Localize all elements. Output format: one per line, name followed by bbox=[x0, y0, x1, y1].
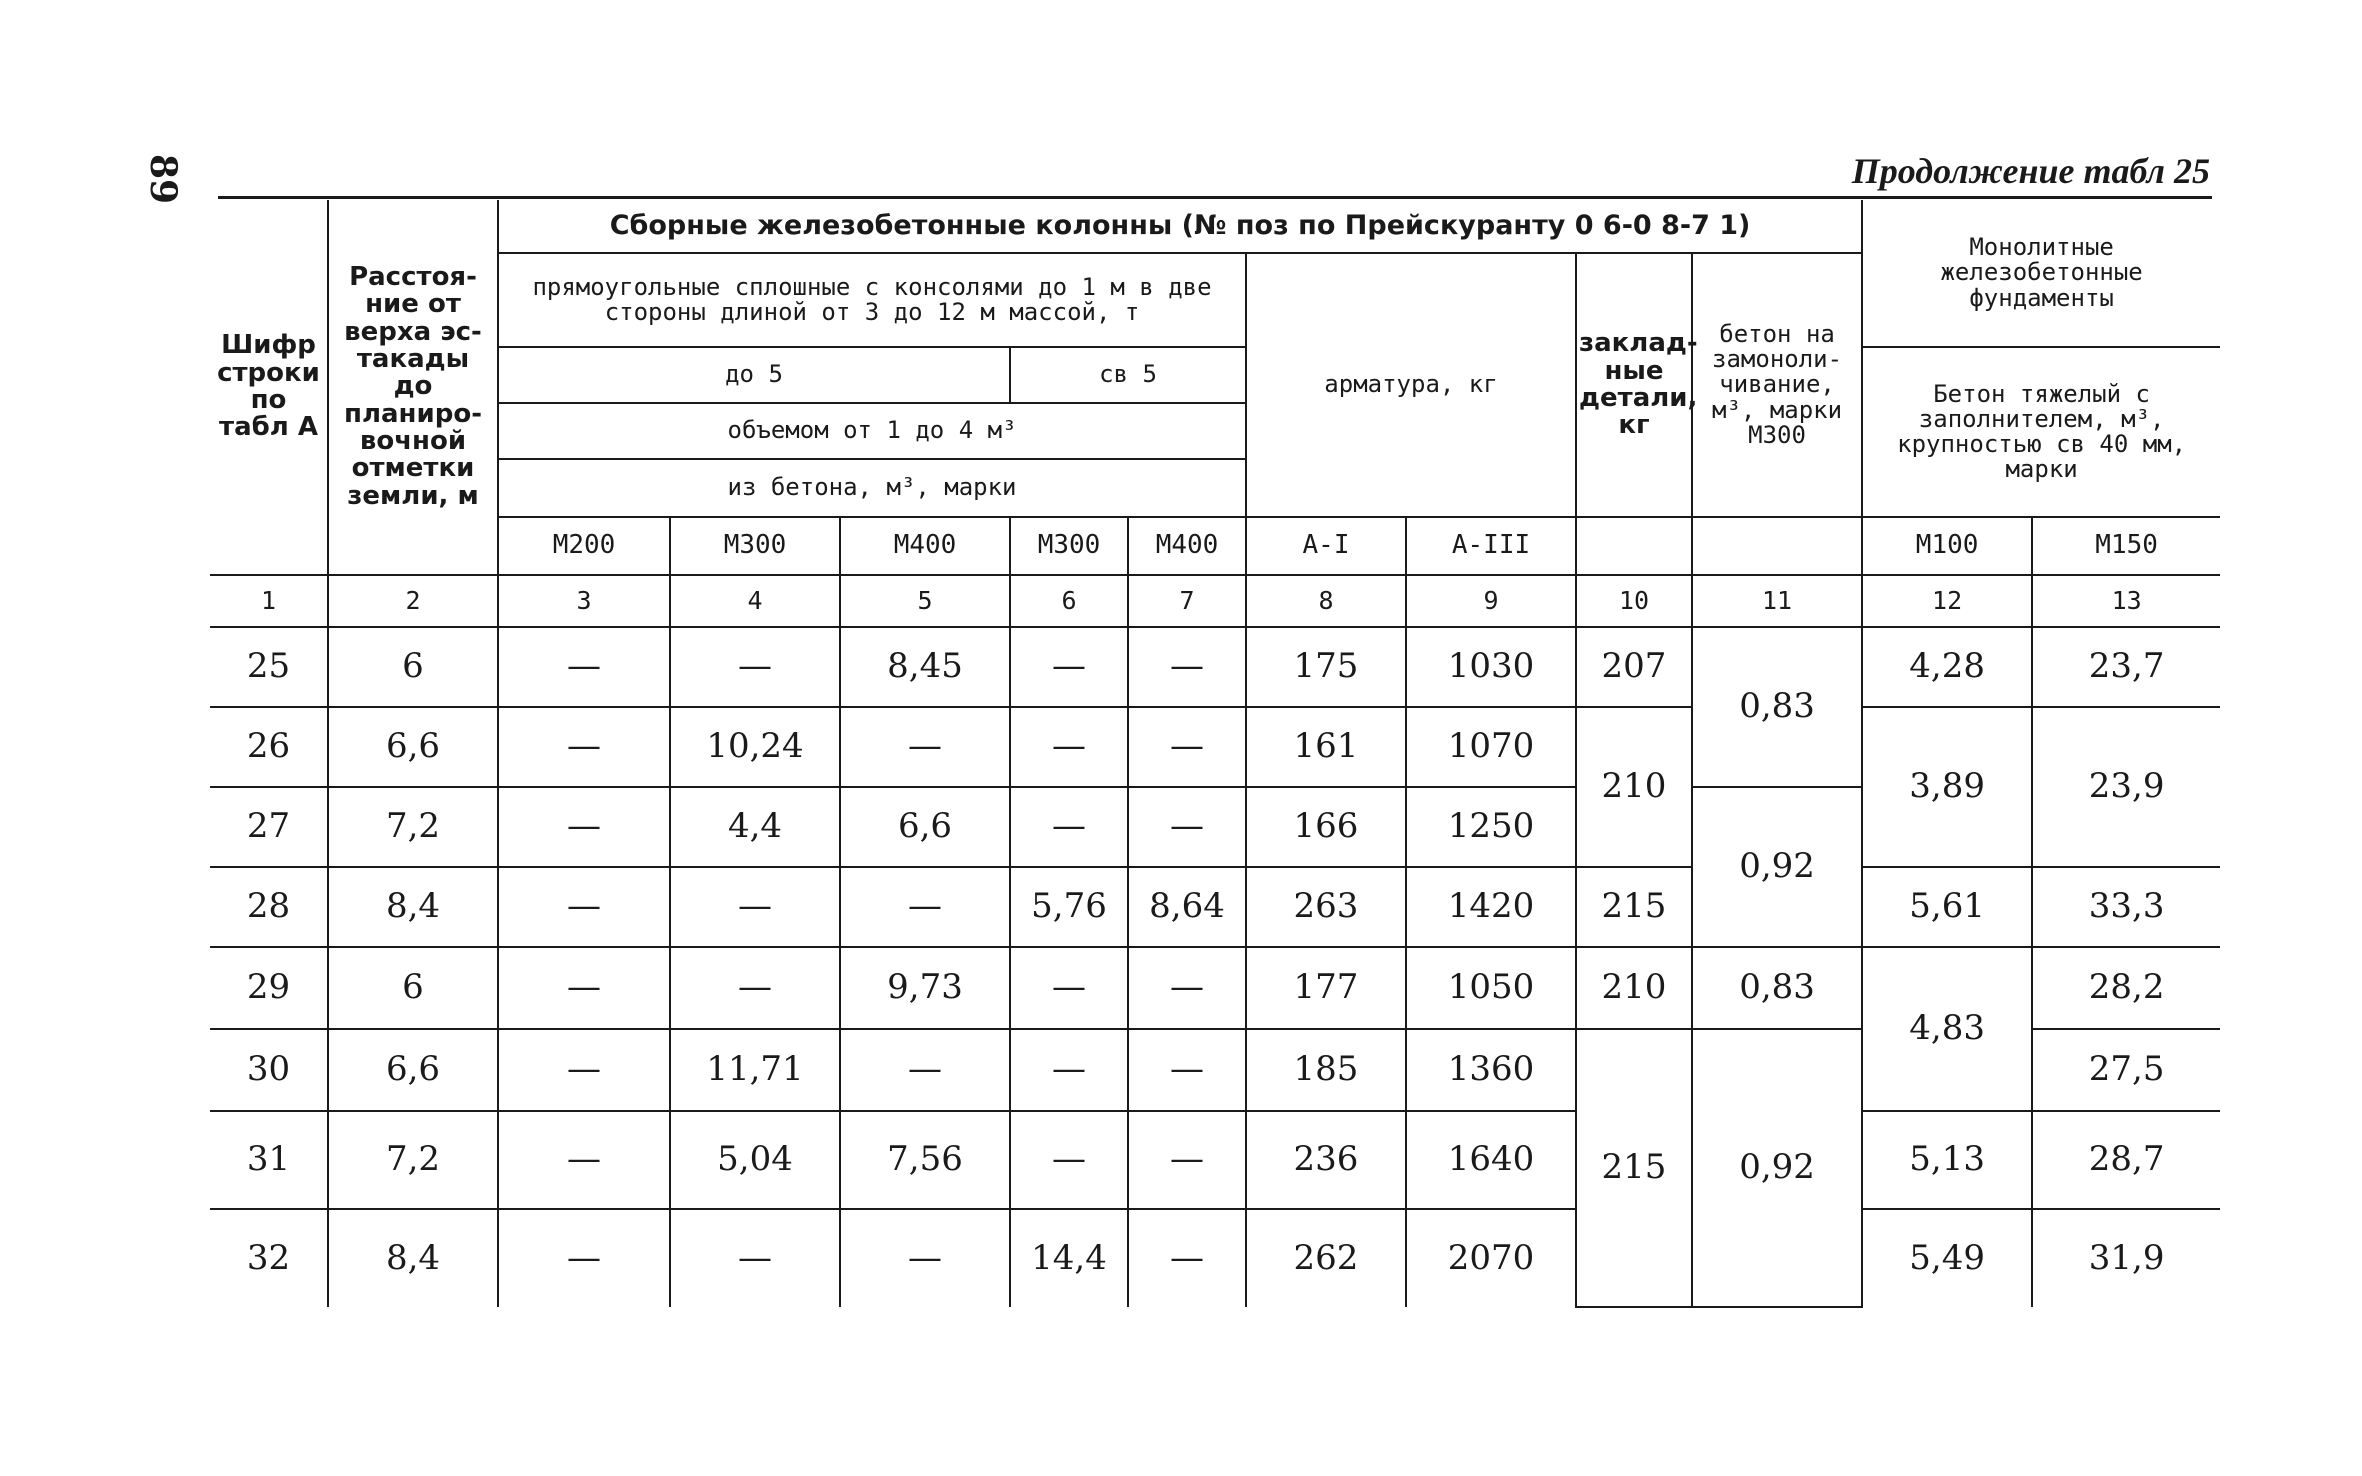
table-row bbox=[210, 707, 2220, 787]
cell-value: 9,73 bbox=[840, 947, 1010, 1029]
cell-value: — bbox=[1128, 1111, 1246, 1209]
cell-value: 27,5 bbox=[2032, 1029, 2220, 1111]
cell-value: 4,4 bbox=[670, 787, 840, 867]
cell-value: 263 bbox=[1246, 867, 1406, 947]
cell-value: — bbox=[670, 867, 840, 947]
cell-value: 175 bbox=[1246, 627, 1406, 707]
cell-value: 166 bbox=[1246, 787, 1406, 867]
page-number: 89 bbox=[142, 153, 185, 205]
column-number: 8 bbox=[1246, 575, 1406, 627]
grade-m400-over5: М400 bbox=[1128, 517, 1246, 575]
cell-value: 1640 bbox=[1406, 1111, 1576, 1209]
column-number: 6 bbox=[1010, 575, 1128, 627]
armature-a-iii: А-III bbox=[1406, 517, 1576, 575]
cell-value: — bbox=[498, 1111, 670, 1209]
table-row bbox=[210, 947, 2220, 1029]
cell-value: — bbox=[1128, 947, 1246, 1029]
distance-column-header: Расстоя-ние от верха эс-такады до планиро-вочной отметки земли, м bbox=[328, 200, 498, 575]
cell-value: 207 bbox=[1576, 627, 1692, 707]
cell-value: 5,61 bbox=[1862, 867, 2032, 947]
cell-value: 4,83 bbox=[1862, 947, 2032, 1111]
column-numbers-row bbox=[210, 575, 2220, 627]
row-distance: 8,4 bbox=[328, 867, 498, 947]
cell-value: — bbox=[498, 947, 670, 1029]
grade-m400: М400 bbox=[840, 517, 1010, 575]
cell-value: 210 bbox=[1576, 947, 1692, 1029]
top-rule bbox=[218, 196, 2212, 199]
table-row bbox=[210, 1209, 2220, 1307]
row-distance: 7,2 bbox=[328, 1111, 498, 1209]
cell-value: 1050 bbox=[1406, 947, 1576, 1029]
cell-value: — bbox=[498, 627, 670, 707]
cell-value: 0,92 bbox=[1692, 787, 1862, 947]
cell-value: — bbox=[498, 1029, 670, 1111]
cell-value: 0,83 bbox=[1692, 947, 1862, 1029]
cell-value: — bbox=[840, 1209, 1010, 1307]
cell-value: 6,6 bbox=[840, 787, 1010, 867]
column-number: 11 bbox=[1692, 575, 1862, 627]
cell-value: — bbox=[1010, 707, 1128, 787]
cell-value: 23,7 bbox=[2032, 627, 2220, 707]
cell-value: 210 bbox=[1576, 707, 1692, 867]
embedded-parts-header: заклад-ные детали, кг bbox=[1576, 253, 1692, 517]
table-row bbox=[210, 627, 2220, 707]
row-code: 32 bbox=[210, 1209, 328, 1307]
column-number: 9 bbox=[1406, 575, 1576, 627]
monolith-group-header: Монолитные железобетонные фундаменты bbox=[1862, 200, 2220, 347]
empty-grade-11 bbox=[1692, 517, 1862, 575]
cell-value: 2070 bbox=[1406, 1209, 1576, 1307]
mass-over-5-header: св 5 bbox=[1010, 347, 1246, 403]
row-distance: 6 bbox=[328, 627, 498, 707]
cell-value: 28,2 bbox=[2032, 947, 2220, 1029]
cell-value: 33,3 bbox=[2032, 867, 2220, 947]
armature-a-i: А-I bbox=[1246, 517, 1406, 575]
cell-value: 5,76 bbox=[1010, 867, 1128, 947]
cell-value: — bbox=[498, 1209, 670, 1307]
row-code: 26 bbox=[210, 707, 328, 787]
row-code: 27 bbox=[210, 787, 328, 867]
cell-value: 1420 bbox=[1406, 867, 1576, 947]
monolith-concrete-header: бетон на замоноли-чивание, м³, марки М300 bbox=[1692, 253, 1862, 517]
row-code: 25 bbox=[210, 627, 328, 707]
cell-value: 1250 bbox=[1406, 787, 1576, 867]
row-code: 29 bbox=[210, 947, 328, 1029]
price-table bbox=[210, 200, 2220, 1308]
column-number: 1 bbox=[210, 575, 328, 627]
row-distance: 8,4 bbox=[328, 1209, 498, 1307]
columns-group-header: Сборные железобетонные колонны (№ поз по Прейскуранту 0 6-0 8-7 1) bbox=[498, 200, 1862, 253]
cell-value: — bbox=[1128, 627, 1246, 707]
row-distance: 6,6 bbox=[328, 1029, 498, 1111]
cell-value: — bbox=[1010, 627, 1128, 707]
cell-value: — bbox=[1128, 1029, 1246, 1111]
row-distance: 7,2 bbox=[328, 787, 498, 867]
cell-value: 1070 bbox=[1406, 707, 1576, 787]
cell-value: — bbox=[670, 1209, 840, 1307]
volume-header: объемом от 1 до 4 м³ bbox=[498, 403, 1246, 459]
cell-value: 177 bbox=[1246, 947, 1406, 1029]
cell-value: — bbox=[498, 867, 670, 947]
table-continuation-title: Продолжение табл 25 bbox=[1851, 151, 2210, 191]
cell-value: 7,56 bbox=[840, 1111, 1010, 1209]
column-number: 4 bbox=[670, 575, 840, 627]
cell-value: — bbox=[498, 707, 670, 787]
heavy-concrete-header: Бетон тяжелый с заполнителем, м³, крупностью св 40 мм, марки bbox=[1862, 347, 2220, 517]
code-column-header: Шифр строки по табл А bbox=[210, 200, 328, 575]
cell-value: 31,9 bbox=[2032, 1209, 2220, 1307]
cell-value: — bbox=[840, 867, 1010, 947]
cell-value: 10,24 bbox=[670, 707, 840, 787]
concrete-grades-header: из бетона, м³, марки bbox=[498, 459, 1246, 517]
cell-value: 11,71 bbox=[670, 1029, 840, 1111]
row-code: 30 bbox=[210, 1029, 328, 1111]
row-code: 28 bbox=[210, 867, 328, 947]
cell-value: — bbox=[1128, 787, 1246, 867]
cell-value: 5,13 bbox=[1862, 1111, 2032, 1209]
cell-value: 14,4 bbox=[1010, 1209, 1128, 1307]
cell-value: 1360 bbox=[1406, 1029, 1576, 1111]
cell-value: 5,49 bbox=[1862, 1209, 2032, 1307]
column-number: 12 bbox=[1862, 575, 2032, 627]
cell-value: 0,92 bbox=[1692, 1029, 1862, 1307]
cell-value: — bbox=[670, 627, 840, 707]
column-number: 13 bbox=[2032, 575, 2220, 627]
grade-m300: М300 bbox=[670, 517, 840, 575]
grade-m200: М200 bbox=[498, 517, 670, 575]
table-row bbox=[210, 867, 2220, 947]
cell-value: — bbox=[840, 1029, 1010, 1111]
row-code: 31 bbox=[210, 1111, 328, 1209]
cell-value: — bbox=[1010, 1029, 1128, 1111]
column-number: 5 bbox=[840, 575, 1010, 627]
row-distance: 6 bbox=[328, 947, 498, 1029]
rectangular-columns-header: прямоугольные сплошные с консолями до 1 м в две стороны длиной от 3 до 12 м массой, т bbox=[498, 253, 1246, 347]
cell-value: — bbox=[670, 947, 840, 1029]
cell-value: — bbox=[1010, 947, 1128, 1029]
cell-value: 215 bbox=[1576, 867, 1692, 947]
cell-value: — bbox=[1010, 1111, 1128, 1209]
grade-m100: М100 bbox=[1862, 517, 2032, 575]
cell-value: 23,9 bbox=[2032, 707, 2220, 867]
cell-value: — bbox=[840, 707, 1010, 787]
column-number: 7 bbox=[1128, 575, 1246, 627]
grade-m150: М150 bbox=[2032, 517, 2220, 575]
cell-value: 28,7 bbox=[2032, 1111, 2220, 1209]
cell-value: 236 bbox=[1246, 1111, 1406, 1209]
cell-value: 262 bbox=[1246, 1209, 1406, 1307]
cell-value: 4,28 bbox=[1862, 627, 2032, 707]
cell-value: 0,83 bbox=[1692, 627, 1862, 787]
cell-value: 1030 bbox=[1406, 627, 1576, 707]
cell-value: 215 bbox=[1576, 1029, 1692, 1307]
row-distance: 6,6 bbox=[328, 707, 498, 787]
cell-value: — bbox=[1010, 787, 1128, 867]
cell-value: 8,45 bbox=[840, 627, 1010, 707]
table-row bbox=[210, 1111, 2220, 1209]
column-number: 2 bbox=[328, 575, 498, 627]
cell-value: 3,89 bbox=[1862, 707, 2032, 867]
armature-header: арматура, кг bbox=[1246, 253, 1576, 517]
cell-value: — bbox=[498, 787, 670, 867]
cell-value: 185 bbox=[1246, 1029, 1406, 1111]
cell-value: 161 bbox=[1246, 707, 1406, 787]
mass-upto-5-header: до 5 bbox=[498, 347, 1010, 403]
column-number: 3 bbox=[498, 575, 670, 627]
cell-value: 8,64 bbox=[1128, 867, 1246, 947]
cell-value: — bbox=[1128, 1209, 1246, 1307]
empty-grade-10 bbox=[1576, 517, 1692, 575]
column-number: 10 bbox=[1576, 575, 1692, 627]
grade-m300-over5: М300 bbox=[1010, 517, 1128, 575]
cell-value: — bbox=[1128, 707, 1246, 787]
cell-value: 5,04 bbox=[670, 1111, 840, 1209]
